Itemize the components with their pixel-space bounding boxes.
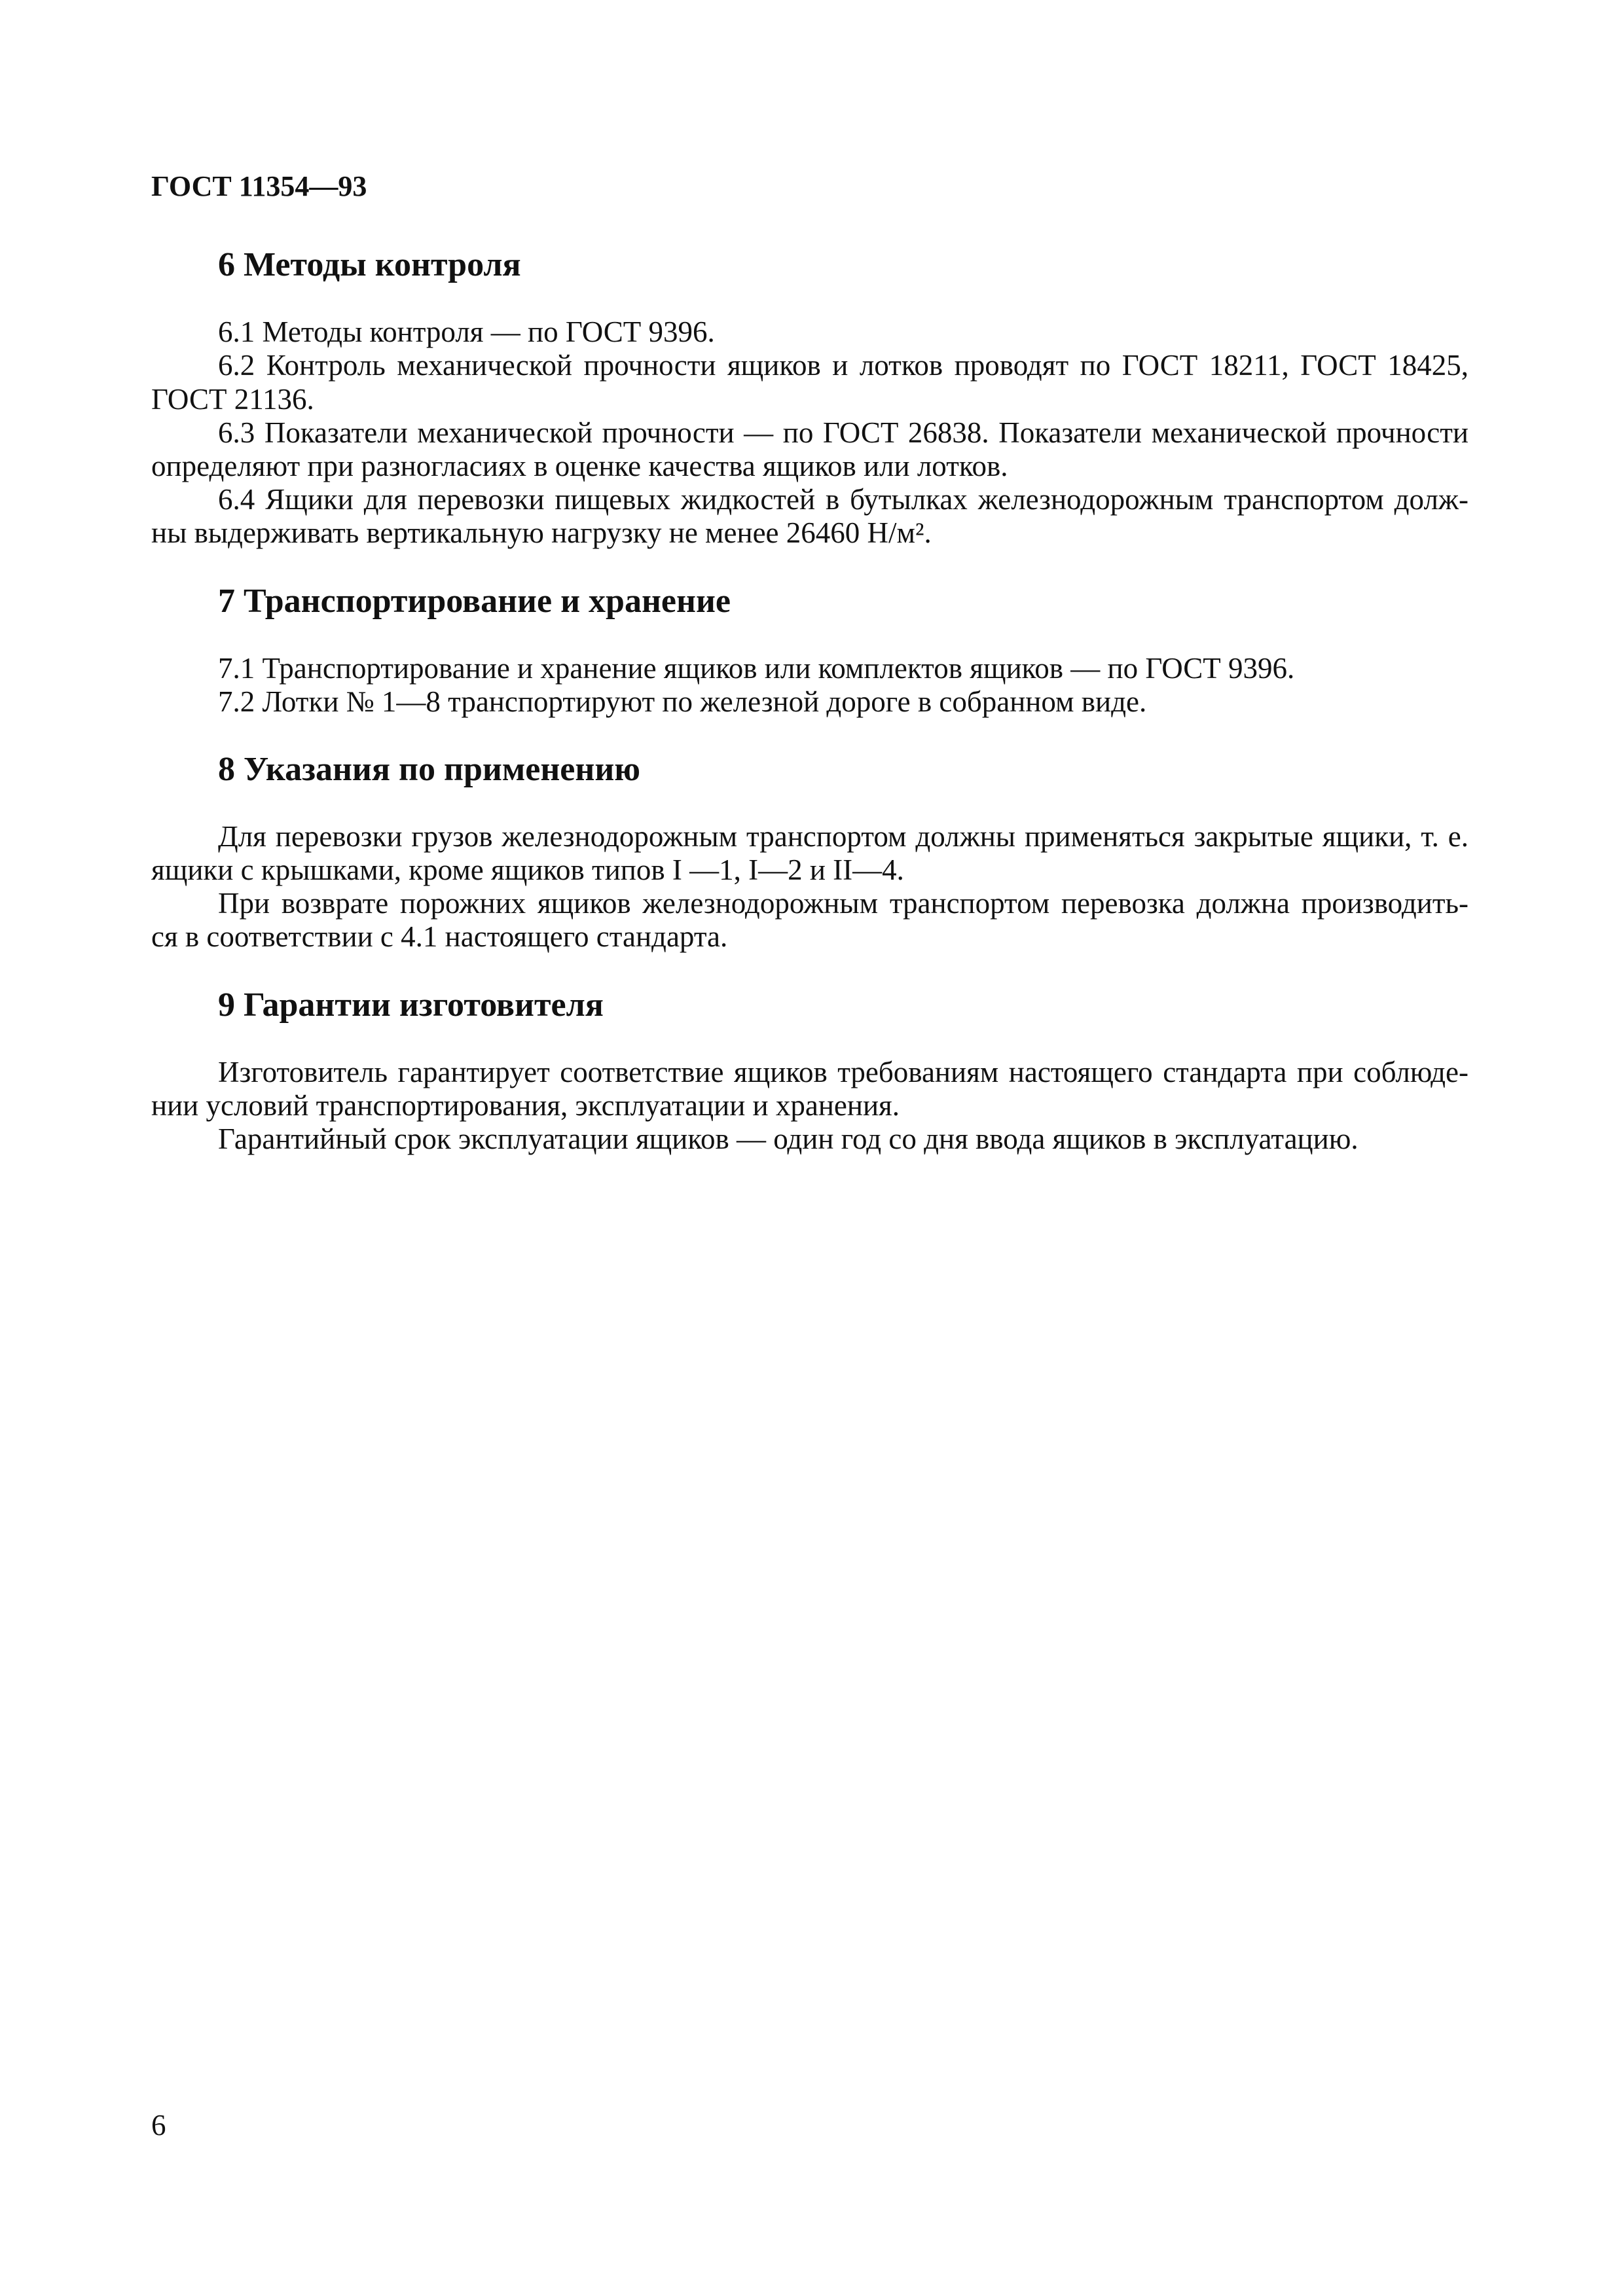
text-line: Изготовитель гарантирует соответствие ящиков требованиям настоящего стандарта при соблюде- — [218, 1055, 1468, 1088]
running-header-standard-code: ГОСТ 11354—93 — [151, 170, 367, 202]
text-line: 6.3 Показатели механической прочности — по ГОСТ 26838. Показатели механической прочности — [218, 416, 1468, 449]
text-line: определяют при разногласиях в оценке качества ящиков или лотков. — [151, 449, 1008, 482]
section-9-manufacturer-warranty — [151, 986, 1468, 1157]
text-line: 6.2 Контроль механической прочности ящиков и лотков проводят по ГОСТ 18211, ГОСТ 18425, — [218, 349, 1468, 382]
section-heading: 7 Транспортирование и хранение — [218, 582, 731, 620]
text-line: При возврате порожних ящиков железнодорожным транспортом перевозка должна производить- — [218, 887, 1468, 920]
paragraph-6-4 — [151, 483, 1468, 550]
section-heading: 6 Методы контроля — [218, 246, 521, 284]
paragraph-7-2 — [151, 685, 1468, 719]
text-line: 6.4 Ящики для перевозки пищевых жидкостей в бутылках железнодорожным транспортом долж- — [218, 483, 1468, 516]
paragraph-6-3 — [151, 416, 1468, 483]
section-heading: 8 Указания по применению — [218, 750, 641, 788]
text-line: 7.1 Транспортирование и хранение ящиков или комплектов ящиков — по ГОСТ 9396. — [218, 651, 1295, 685]
text-line: ны выдерживать вертикальную нагрузку не менее 26460 Н/м². — [151, 516, 932, 550]
text-line: 7.2 Лотки № 1—8 транспортируют по железной дороге в собранном виде. — [218, 685, 1147, 718]
text-line: Гарантийный срок эксплуатации ящиков — один год со дня ввода ящиков в эксплуатацию. — [218, 1122, 1359, 1155]
section-8-usage-instructions — [151, 750, 1468, 954]
paragraph-6-2 — [151, 349, 1468, 416]
paragraph-7-1 — [151, 652, 1468, 685]
text-line: ся в соответствии с 4.1 настоящего стандарта. — [151, 920, 728, 954]
paragraph-9-1 — [151, 1056, 1468, 1122]
text-line: нии условий транспортирования, эксплуатации и хранения. — [151, 1088, 900, 1122]
text-line: ГОСТ 21136. — [151, 382, 314, 416]
section-heading: 9 Гарантии изготовителя — [218, 986, 604, 1024]
paragraph-6-1 — [151, 315, 1468, 349]
text-line: Для перевозки грузов железнодорожным транспортом должны применяться закрытые ящики, т. е. — [218, 819, 1468, 853]
section-6-control-methods — [151, 245, 1468, 550]
text-line: ящики с крышками, кроме ящиков типов I —1, I—2 и II—4. — [151, 853, 904, 887]
paragraph-8-2 — [151, 887, 1468, 954]
paragraph-8-1 — [151, 820, 1468, 887]
section-7-transportation-storage — [151, 582, 1468, 719]
page-content — [151, 170, 1468, 1156]
text-line: 6.1 Методы контроля — по ГОСТ 9396. — [218, 315, 715, 349]
paragraph-9-2 — [151, 1122, 1468, 1156]
page-number: 6 — [151, 2109, 166, 2142]
